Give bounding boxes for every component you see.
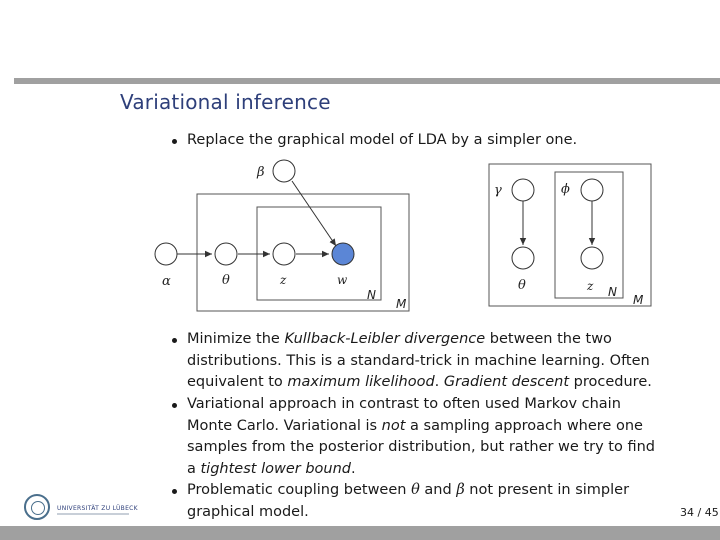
page-separator: / [694,506,705,519]
bullet-text-segment: maximum likelihood [287,374,435,390]
label-z: z [280,273,287,287]
bullet-text-segment: Variational approach in contrast to often used Markov chain Monte Carlo. Variational is [187,396,621,434]
page-total: 45 [704,506,719,519]
bullet-text-segment: not present in simpler graphical model. [187,482,630,520]
var-plate-label-n: N [608,285,617,299]
label-phi: ϕ [561,182,570,197]
bullet-text-segment: between the two distributions. This is a standard-trick in machine learning. Often equivalent to [187,331,650,390]
node-z-variational [581,247,603,269]
bullet-minimize-kl [187,329,667,394]
bullet-text-segment: not [381,417,406,434]
label-z-variational: z [587,279,594,293]
node-w-observed [332,243,354,265]
bullet-text-segment: β [456,482,465,498]
bullet-text-segment: . [350,460,356,477]
label-theta-variational: θ [518,278,526,293]
bullet-dot [172,139,177,144]
edge-beta-w [292,181,336,246]
bullet-dot [172,403,177,408]
bullet-text-segment: and [419,482,457,498]
bullet-text-segment: Problematic coupling between [187,482,412,498]
var-plate-label-m: M [633,293,644,307]
university-logo [24,494,138,524]
slide-title: Variational inference [120,90,331,114]
bullet-dot [172,338,177,343]
logo-text: UNIVERSITÄT ZU LÜBECK [57,505,138,512]
label-gamma: γ [494,183,502,198]
footer-bar [0,526,720,540]
bullet-text-segment: Gradient descent [443,374,570,390]
university-seal-icon [24,494,50,520]
bullet-text-segment: Kullback-Leibler divergence [284,331,486,347]
bullet-text-segment: . [434,374,444,390]
bullet-text-segment: θ [411,482,420,498]
label-alpha: α [162,274,171,289]
page-number [680,506,719,519]
node-beta [273,160,295,182]
bullet-text-segment: Replace the graphical model of LDA by a simpler one. [187,132,578,148]
logo-subline [57,513,129,515]
plate-label-m: M [396,297,407,311]
node-theta-variational [512,247,534,269]
bullet-text-segment: a sampling approach where one samples from the posterior distribution, but rather we try to find a [187,417,655,477]
bullet-text-segment: tightest lower bound [200,460,351,477]
page-current: 34 [680,506,694,519]
node-theta [215,243,237,265]
label-theta: θ [222,273,230,288]
bullet-text-segment: procedure. [569,374,652,390]
bullet-replace-model [187,130,667,152]
node-z [273,243,295,265]
node-phi [581,179,603,201]
label-beta: β [257,165,265,180]
bullet-dot [172,489,177,494]
lda-model [155,160,409,311]
variational-model [489,164,651,307]
bullet-text-segment: Minimize the [187,331,285,347]
plate-label-n: N [367,288,376,302]
bullet-problematic-coupling [187,480,667,523]
node-alpha [155,243,177,265]
label-w: w [337,273,348,287]
node-gamma [512,179,534,201]
bullet-variational-approach [187,394,667,480]
